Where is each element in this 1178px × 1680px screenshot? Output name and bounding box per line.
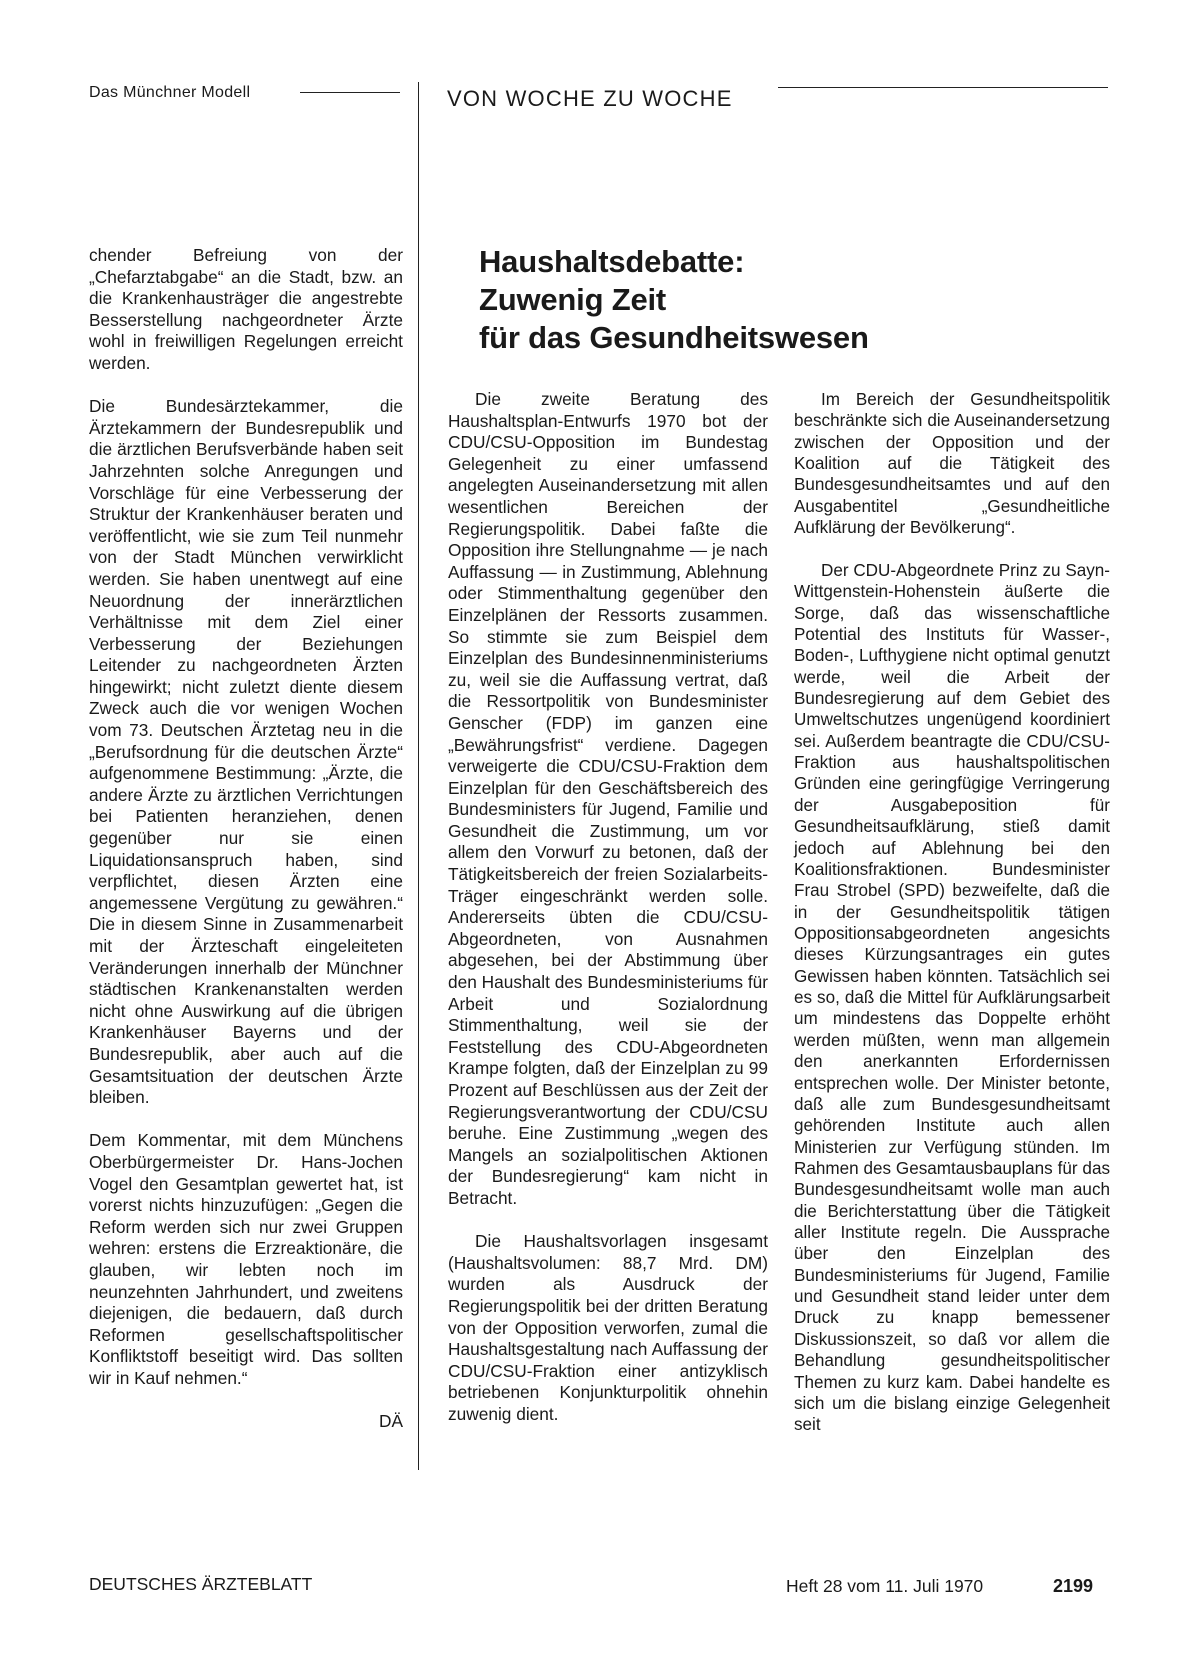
article-headline — [479, 243, 1119, 357]
running-head-left: Das Münchner Modell — [89, 84, 251, 101]
footer-issue: Heft 28 vom 11. Juli 1970 — [786, 1576, 984, 1596]
left-paragraph-2: Die Bundesärztekammer, die Ärztekammern der Bundesrepublik und die ärztlichen Berufsverbände haben seit Jahrzehnten solche Anregungen und Vorschläge für eine Verbesserung der Struktur der Krankenhäuser beraten und veröffentlicht, wie sie zum Teil nunmehr von der Stadt München verwirklicht werden. Sie haben unentwegt auf eine Neuordnung der innerärztlichen Verhältnisse mit dem Ziel einer Verbesserung der Beziehungen Leitender zu nachgeordneten Ärzten hingewirkt; nicht zuletzt diente diesem Zweck auch die vor wenigen Wochen vom 73. Deutschen Ärztetag neu in die „Berufsordnung für die deutschen Ärzte“ aufgenommene Bestimmung: „Ärzte, die andere Ärzte zu ärztlichen Verrichtungen bei Patienten heranziehen, denen gegenüber nur sie einen Liquidationsanspruch haben, sind verpflichtet, diesen Ärzten eine angemessene Vergütung zu gewähren.“ Die in diesem Sinne in Zusammenarbeit mit der Ärzteschaft eingeleiteten Veränderungen innerhalb der Münchner städtischen Krankenanstalten werden nicht ohne Auswirkung auf die übrigen Krankenhäuser Bayerns und der Bundesrepublik, aber auch auf die Gesamtsituation der deutschen Ärzte bleiben. — [89, 396, 403, 1108]
left-paragraph-1: chender Befreiung von der „Chefarztabgabe“ an die Stadt, bzw. an die Krankenhausträger die angestrebte Besserstellung nachgeordneter Ärzte wohl in freiwilligen Regelungen erreicht werden. — [89, 245, 403, 373]
left-column — [89, 245, 403, 1433]
footer-publication: DEUTSCHES ÄRZTEBLATT — [89, 1574, 313, 1594]
middle-paragraph-2: Die Haushaltsvorlagen insgesamt (Haushaltsvolumen: 88,7 Mrd. DM) wurden als Ausdruck der Regierungspolitik bei der dritten Beratung von der Opposition verworfen, zumal die Haushaltsgestaltung nach Auffassung der CDU/CSU-Fraktion einer antizyklisch betriebenen Konjunkturpolitik ohnehin zuwenig dient. — [448, 1231, 768, 1424]
headline-line-1: Haushaltsdebatte: — [479, 244, 745, 279]
headline-line-3: für das Gesundheitswesen — [479, 320, 869, 355]
right-paragraph-2: Der CDU-Abgeordnete Prinz zu Sayn-Wittgenstein-Hohenstein äußerte die Sorge, daß das wissenschaftliche Potential des Instituts für Wasser-, Boden-, Lufthygiene nicht optimal genutzt werde, weil die Arbeit der Bundesregierung auf dem Gebiet des Umweltschutzes ungenügend koordiniert sei. Außerdem beantragte die CDU/CSU-Fraktion aus haushaltspolitischen Gründen eine geringfügige Verringerung der Ausgabeposition für Gesundheitsaufklärung, stieß damit jedoch auf Ablehnung bei den Koalitionsfraktionen. Bundesminister Frau Strobel (SPD) bezweifelte, daß die in der Gesundheitspolitik tätigen Oppositionsabgeordneten angesichts dieses Kürzungsantrages ein gutes Gewissen haben könnten. Tatsächlich sei es so, daß die Mittel für Aufklärungsarbeit um mindestens das Doppelte erhöht werden müßten, wenn man allgemein den anerkannten Erfordernissen entsprechen wolle. Der Minister betonte, daß alle zum Bundesgesundheitsamt gehörenden Institute auch allen Ministerien zur Verfügung stünden. Im Rahmen des Gesamtausbauplans für das Bundesgesundheitsamt wolle man auch die Berichterstattung über die Tätigkeit aller Institute regeln. Die Aussprache über den Einzelplan des Bundesministeriums für Jugend, Familie und Gesundheit stand leider unter dem Druck zu knapp bemessener Diskussionszeit, so daß vor allem die Behandlung gesundheitspolitischer Themen zu kurz kam. Dabei handelte es sich um die bislang einzige Gelegenheit seit — [794, 560, 1110, 1435]
right-column — [794, 389, 1110, 1457]
column-divider — [418, 82, 419, 1470]
headline-line-2: Zuwenig Zeit — [479, 282, 667, 317]
section-title: VON WOCHE ZU WOCHE — [447, 86, 733, 111]
author-signature: DÄ — [378, 1411, 403, 1432]
header-rule-right — [778, 87, 1108, 88]
left-paragraph-3: Dem Kommentar, mit dem Münchens Oberbürgermeister Dr. Hans-Jochen Vogel den Gesamtplan gewertet hat, ist vorerst nichts hinzuzufügen: „Gegen die Reform werden sich nur zwei Gruppen wehren: erstens die Erzreaktionäre, die glauben, wir lebten noch im neunzehnten Jahrhundert, und zweitens diejenigen, die bedauern, daß durch Reformen gesellschaftspolitischer Konfliktstoff beseitigt wird. Das sollten wir in Kauf nehmen.“ — [89, 1130, 403, 1388]
header-rule-left — [300, 92, 400, 93]
page-number: 2199 — [1053, 1576, 1094, 1596]
middle-column — [448, 389, 768, 1447]
right-paragraph-1: Im Bereich der Gesundheitspolitik beschränkte sich die Auseinandersetzung zwischen der Opposition und der Koalition auf die Tätigkeit des Bundesgesundheitsamtes und auf den Ausgabentitel „Gesundheitliche Aufklärung der Bevölkerung“. — [794, 390, 1110, 538]
middle-paragraph-1: Die zweite Beratung des Haushaltsplan-Entwurfs 1970 bot der CDU/CSU-Opposition im Bundestag Gelegenheit zu einer umfassend angelegten Auseinandersetzung mit allen wesentlichen Bereichen der Regierungspolitik. Dabei faßte die Opposition ihre Stellungnahme — je nach Auffassung — in Zustimmung, Ablehnung oder Stimmenthaltung gegenüber den Einzelplänen der Ressorts zusammen. So stimmte sie zum Beispiel dem Einzelplan des Bundesinnenministeriums zu, weil sie die Auffassung vertrat, daß die Ressortpolitik von Bundesminister Genscher (FDP) im ganzen eine „Bewährungsfrist“ verdiene. Dagegen verweigerte die CDU/CSU-Fraktion dem Einzelplan für den Geschäftsbereich des Bundesministers für Jugend, Familie und Gesundheit die Zustimmung, um vor allem den Vorwurf zu betonen, daß der Tätigkeitsbereich der freien Sozialarbeits-Träger eingeschränkt werden solle. Andererseits übten die CDU/CSU-Abgeordneten, von Ausnahmen abgesehen, bei der Abstimmung über den Haushalt des Bundesministeriums für Arbeit und Sozialordnung Stimmenthaltung, weil sie der Feststellung des CDU-Abgeordneten Krampe folgten, daß der Einzelplan zu 99 Prozent auf Beschlüssen aus der Zeit der Regierungsverantwortung der CDU/CSU beruhe. Eine Zustimmung „wegen des Mangels an sozialpolitischen Aktionen der Bundesregierung“ kam nicht in Betracht. — [448, 389, 768, 1208]
